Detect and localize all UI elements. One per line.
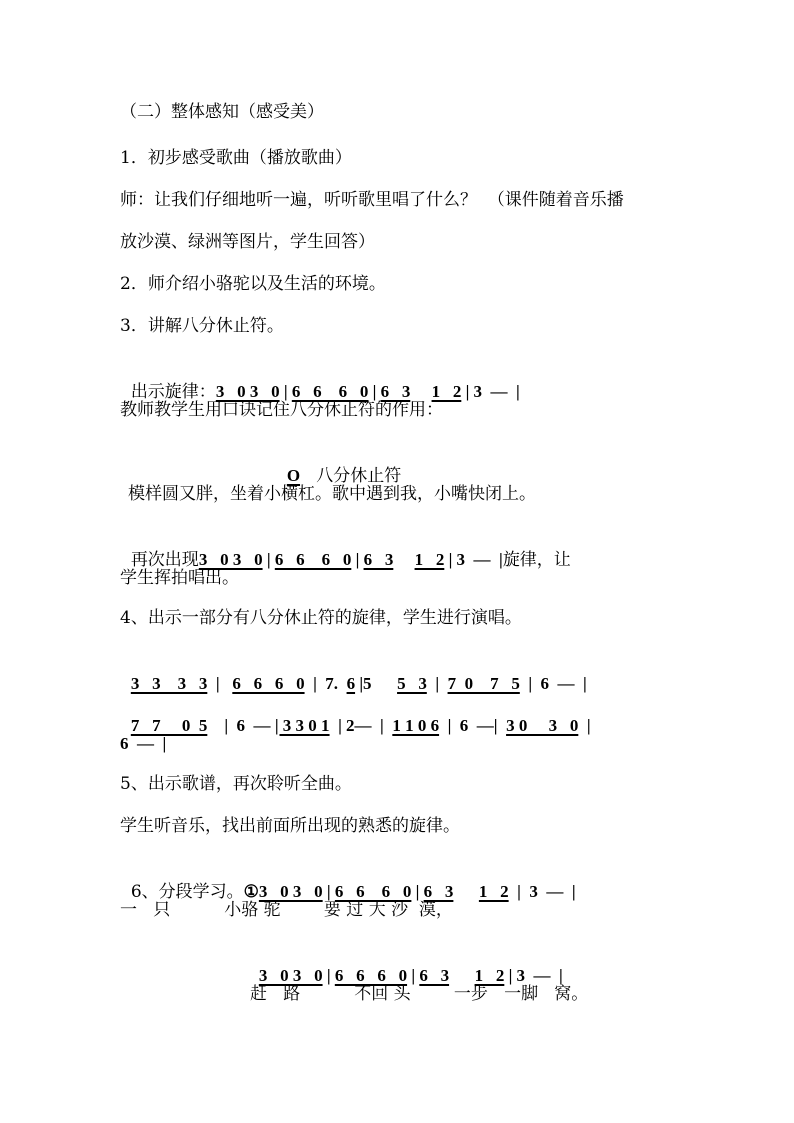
melody-line-7 <box>248 940 563 988</box>
notes-b: 6 6 6 0 <box>232 674 305 693</box>
melody-line-4 <box>120 690 591 738</box>
bar-sep: | <box>207 674 233 693</box>
melody-prefix: 出示旋律： <box>130 382 216 402</box>
melody-line-5: 6 — | <box>120 734 167 753</box>
notes-d: 3 0 3 0 <box>506 716 579 735</box>
section-prefix: 6、分段学习。 <box>130 882 244 902</box>
melody-suffix: 旋律，让 <box>502 550 571 570</box>
notes-b: 6 6 6 0 <box>334 882 412 901</box>
sing-instruction: 学生挥拍唱出。 <box>120 568 239 588</box>
notes-b: 6 6 6 0 <box>291 382 369 401</box>
notes-d: 1 2 <box>431 382 462 401</box>
notes-c: 6 <box>346 674 356 693</box>
notes-d: 1 2 <box>474 966 505 985</box>
gap <box>393 550 414 569</box>
bar-sep: | <box>426 674 448 693</box>
notes-c: 6 3 <box>419 966 450 985</box>
notes-c: 6 3 <box>380 382 411 401</box>
notes-a: 3 0 3 0 <box>258 966 323 985</box>
notes-b: 6 6 6 0 <box>274 550 352 569</box>
notes-d: 5 3 <box>397 674 427 693</box>
teacher-line: 师：让我们仔细地听一遍，听听歌里唱了什么？ （课件随着音乐播 <box>120 190 624 210</box>
notes-a: 3 0 3 0 <box>198 550 263 569</box>
rest-name: 八分休止符 <box>300 466 402 486</box>
melody-line-3 <box>120 648 587 696</box>
bar-sep: | <box>322 966 335 985</box>
bar-sep: | <box>262 550 275 569</box>
section-heading: （二）整体感知（感受美） <box>120 102 324 122</box>
bar-sep: |5 <box>355 674 398 693</box>
teacher-line-cont: 放沙漠、绿洲等图片，学生回答） <box>120 232 375 252</box>
gap <box>453 882 479 901</box>
step-5-heading: 5、出示歌谱，再次聆听全曲。 <box>120 774 352 794</box>
rest-symbol-line <box>276 440 401 488</box>
bar-sep: | <box>368 382 381 401</box>
notes-c: 6 3 <box>423 882 454 901</box>
notes-d: 1 2 <box>414 550 445 569</box>
notes-e: | 3 — | <box>461 382 520 401</box>
bar-sep: | <box>407 966 420 985</box>
bar-sep: | <box>411 882 424 901</box>
step-3-heading: 3．讲解八分休止符。 <box>120 316 284 336</box>
notes-e: | 3 — | <box>504 966 563 985</box>
bar-sep: | 6 —| <box>439 716 507 735</box>
notes-e: | 3 — | <box>444 550 503 569</box>
melody-line-1 <box>120 356 520 404</box>
notes-c: 1 1 0 6 <box>392 716 440 735</box>
notes-c: 6 3 <box>363 550 394 569</box>
notes-d: 1 2 <box>478 882 509 901</box>
step-4-heading: 4、出示一部分有八分休止符的旋律，学生进行演唱。 <box>120 608 522 628</box>
notes-b: 6 6 6 0 <box>334 966 408 985</box>
bar-sep: | <box>578 716 591 735</box>
melody-line-2 <box>120 524 571 572</box>
notes-a: 3 3 3 3 <box>130 674 208 693</box>
lyrics-line-2: 赶 路 不回 头 一步 一脚 窝。 <box>250 984 589 1004</box>
melody-prefix: 再次出现 <box>130 550 199 570</box>
notes-b: | 3 3 0 1 <box>274 716 330 735</box>
notes-a: 3 0 3 0 <box>258 882 323 901</box>
notes-a: 7 7 0 5 <box>130 716 208 735</box>
bar-sep: | <box>351 550 364 569</box>
bar-sep: | 6 — <box>207 716 275 735</box>
step-1-heading: 1．初步感受歌曲（播放歌曲） <box>120 148 352 168</box>
lyrics-line-1: 一 只 小骆 驼 要 过 大 沙 漠， <box>120 900 453 920</box>
notes-a: 3 0 3 0 <box>215 382 280 401</box>
bar-sep: | <box>279 382 292 401</box>
melody-line-6 <box>120 856 576 904</box>
circled-number: ① <box>243 882 259 901</box>
notes-f: | 6 — | <box>519 674 587 693</box>
eighth-rest-symbol: O <box>286 466 301 485</box>
notes-e: 7 0 7 5 <box>447 674 520 693</box>
notes-e: | 3 — | <box>508 882 576 901</box>
bar-sep: | 7. <box>304 674 347 693</box>
teaching-note: 教师教学生用口诀记住八分休止符的作用： <box>120 400 443 420</box>
listening-instruction: 学生听音乐，找出前面所出现的熟悉的旋律。 <box>120 816 460 836</box>
step-2-heading: 2．师介绍小骆驼以及生活的环境。 <box>120 274 386 294</box>
bar-sep: | 2— | <box>329 716 393 735</box>
bar-sep: | <box>322 882 335 901</box>
rhyme-line: 模样圆又胖，坐着小横杠。歌中遇到我，小嘴快闭上。 <box>128 484 536 504</box>
